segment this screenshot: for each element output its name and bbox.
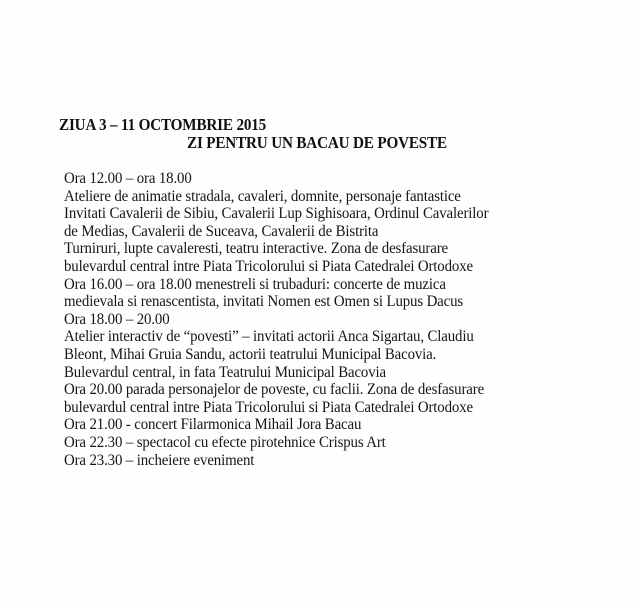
schedule-line: Ora 22.30 – spectacol cu efecte pirotehnice Crispus Art xyxy=(64,433,386,451)
schedule-line: Ora 16.00 – ora 18.00 menestreli si trubaduri: concerte de muzica xyxy=(64,275,446,293)
event-title: ZI PENTRU UN BACAU DE POVESTE xyxy=(187,133,447,152)
schedule-line: bulevardul central intre Piata Tricolorului si Piata Catedralei Ortodoxe xyxy=(64,257,473,275)
schedule-line: bulevardul central intre Piata Tricolorului si Piata Catedralei Ortodoxe xyxy=(64,398,473,416)
schedule-line: Bleont, Mihai Gruia Sandu, actorii teatrului Municipal Bacovia. xyxy=(64,345,437,363)
schedule-line: Bulevardul central, in fata Teatrului Municipal Bacovia xyxy=(64,363,386,381)
schedule-line: Ora 18.00 – 20.00 xyxy=(64,310,170,328)
schedule-line: de Medias, Cavalerii de Suceava, Cavalerii de Bistrita xyxy=(64,222,379,240)
schedule-line: Ateliere de animatie stradala, cavaleri, domnite, personaje fantastice xyxy=(64,187,461,205)
day-heading: ZIUA 3 – 11 OCTOMBRIE 2015 xyxy=(59,115,267,134)
schedule-line: Ora 20.00 parada personajelor de poveste, cu faclii. Zona de desfasurare xyxy=(64,381,485,399)
schedule-line: Ora 23.30 – incheiere eveniment xyxy=(64,451,255,469)
schedule-line: Turniruri, lupte cavaleresti, teatru interactive. Zona de desfasurare xyxy=(64,240,448,258)
schedule-line: Invitati Cavalerii de Sibiu, Cavalerii Lup Sighisoara, Ordinul Cavalerilor xyxy=(64,205,489,223)
schedule-line: Ora 12.00 – ora 18.00 xyxy=(64,170,192,187)
schedule-line: medievala si renascentista, invitati Nomen est Omen si Lupus Dacus xyxy=(64,293,464,311)
schedule-line: Ora 21.00 - concert Filarmonica Mihail Jora Bacau xyxy=(64,416,362,434)
schedule-text xyxy=(64,170,520,469)
schedule-line: Atelier interactiv de “povesti” – invitati actorii Anca Sigartau, Claudiu xyxy=(64,328,474,346)
